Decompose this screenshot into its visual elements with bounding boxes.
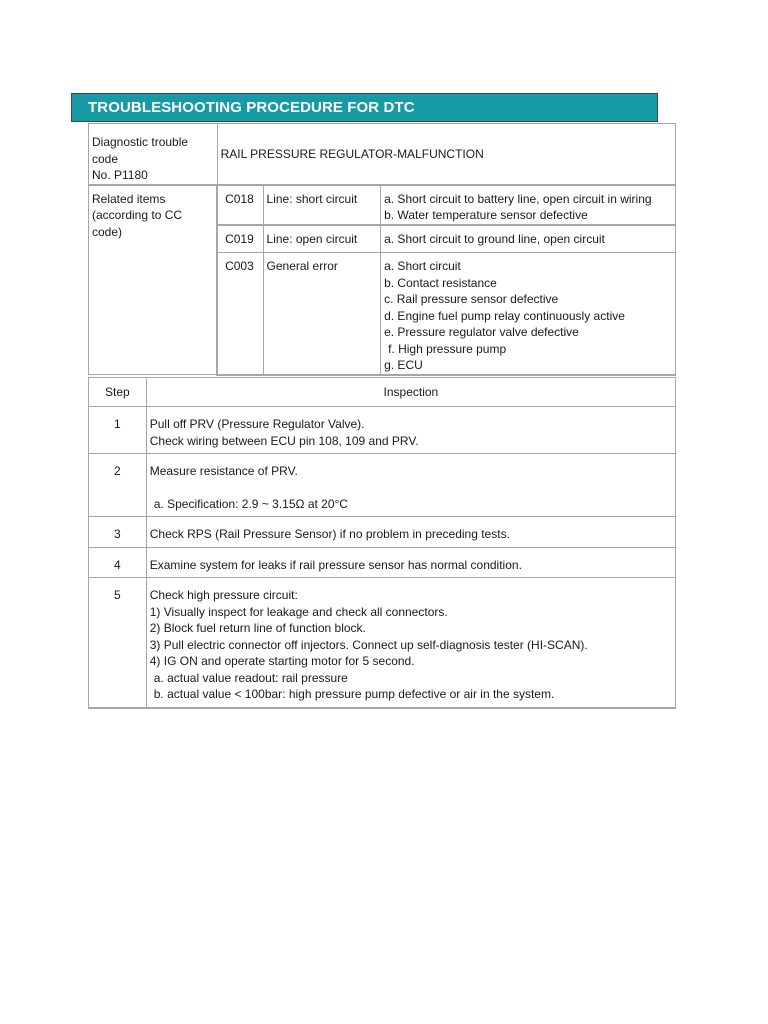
related-item-causes	[381, 225, 676, 253]
cause-line: b. Water temperature sensor defective	[384, 208, 588, 222]
related-item-causes	[381, 253, 676, 375]
inspection-line: a. Specification: 2.9 ~ 3.15Ω at 20°C	[153, 496, 348, 511]
inspection-line: Measure resistance of PRV.	[149, 464, 298, 478]
step-inspection	[146, 407, 675, 454]
step-row	[89, 517, 676, 548]
step-inspection	[146, 517, 675, 548]
related-item-code: C003	[217, 253, 263, 375]
inspection-line: Examine system for leaks if rail pressure sensor has normal condition.	[149, 557, 522, 572]
cause-line: c. Rail pressure sensor defective	[384, 292, 559, 306]
cause-line: g. ECU	[384, 358, 423, 372]
related-item-code: C018	[217, 185, 263, 225]
related-item-condition: Line: short circuit	[263, 185, 381, 225]
inspection-line: Check RPS (Rail Pressure Sensor) if no problem in preceding tests.	[149, 527, 510, 541]
inspection-line: Check high pressure circuit:	[149, 588, 298, 602]
related-items-label-line: (according to CC	[92, 208, 183, 222]
inspection-line: 3) Pull electric connector off injectors. Connect up self-diagnosis tester (HI-SCAN).	[149, 637, 588, 652]
dtc-code-label-line1: Diagnostic trouble code	[92, 135, 189, 166]
inspection-line: Pull off PRV (Pressure Regulator Valve).	[149, 417, 365, 431]
table-header-row	[89, 378, 676, 407]
cause-line: e. Pressure regulator valve defective	[384, 325, 579, 339]
page-title: TROUBLESHOOTING PROCEDURE FOR DTC	[71, 93, 658, 122]
cause-line: a. Short circuit to ground line, open circuit	[384, 231, 605, 246]
inspection-column-header: Inspection	[146, 378, 675, 407]
inspection-line: 1) Visually inspect for leakage and check all connectors.	[149, 604, 448, 619]
inspection-line: 4) IG ON and operate starting motor for 5 second.	[149, 654, 415, 668]
inspection-steps-table	[88, 377, 676, 709]
dtc-info-table	[88, 123, 676, 376]
cause-line: a. Short circuit	[384, 259, 461, 273]
step-row	[89, 547, 676, 578]
step-column-header: Step	[89, 378, 147, 407]
step-row	[89, 407, 676, 454]
step-number: 2	[89, 454, 147, 517]
inspection-line: 2) Block fuel return line of function block.	[149, 621, 366, 635]
related-items-label-line: code)	[92, 224, 123, 239]
step-inspection	[146, 547, 675, 578]
step-number: 1	[89, 407, 147, 454]
inspection-line: b. actual value < 100bar: high pressure pump defective or air in the system.	[153, 687, 555, 701]
dtc-description: RAIL PRESSURE REGULATOR-MALFUNCTION	[217, 124, 675, 185]
step-number: 4	[89, 547, 147, 578]
inspection-line: a. actual value readout: rail pressure	[153, 670, 348, 685]
cause-line: f. High pressure pump	[388, 341, 507, 356]
related-item-row	[89, 185, 676, 225]
step-number: 5	[89, 578, 147, 708]
dtc-code-label	[89, 124, 218, 185]
related-items-label-line: Related items	[92, 191, 166, 206]
inspection-line: Check wiring between ECU pin 108, 109 and PRV.	[149, 433, 419, 448]
step-inspection	[146, 578, 675, 708]
related-items-label	[89, 185, 218, 375]
step-inspection	[146, 454, 675, 517]
inspection-line	[150, 480, 672, 496]
step-number: 3	[89, 517, 147, 548]
dtc-code-label-line2: No. P1180	[92, 168, 148, 182]
dtc-code-row	[89, 124, 676, 185]
related-item-causes	[381, 185, 676, 225]
related-item-condition: General error	[263, 253, 381, 375]
related-item-code: C019	[217, 225, 263, 253]
cause-line: d. Engine fuel pump relay continuously active	[384, 308, 625, 323]
cause-line: a. Short circuit to battery line, open circuit in wiring	[384, 191, 652, 206]
cause-line: b. Contact resistance	[384, 275, 497, 290]
step-row	[89, 454, 676, 517]
step-row	[89, 578, 676, 708]
related-item-condition: Line: open circuit	[263, 225, 381, 253]
